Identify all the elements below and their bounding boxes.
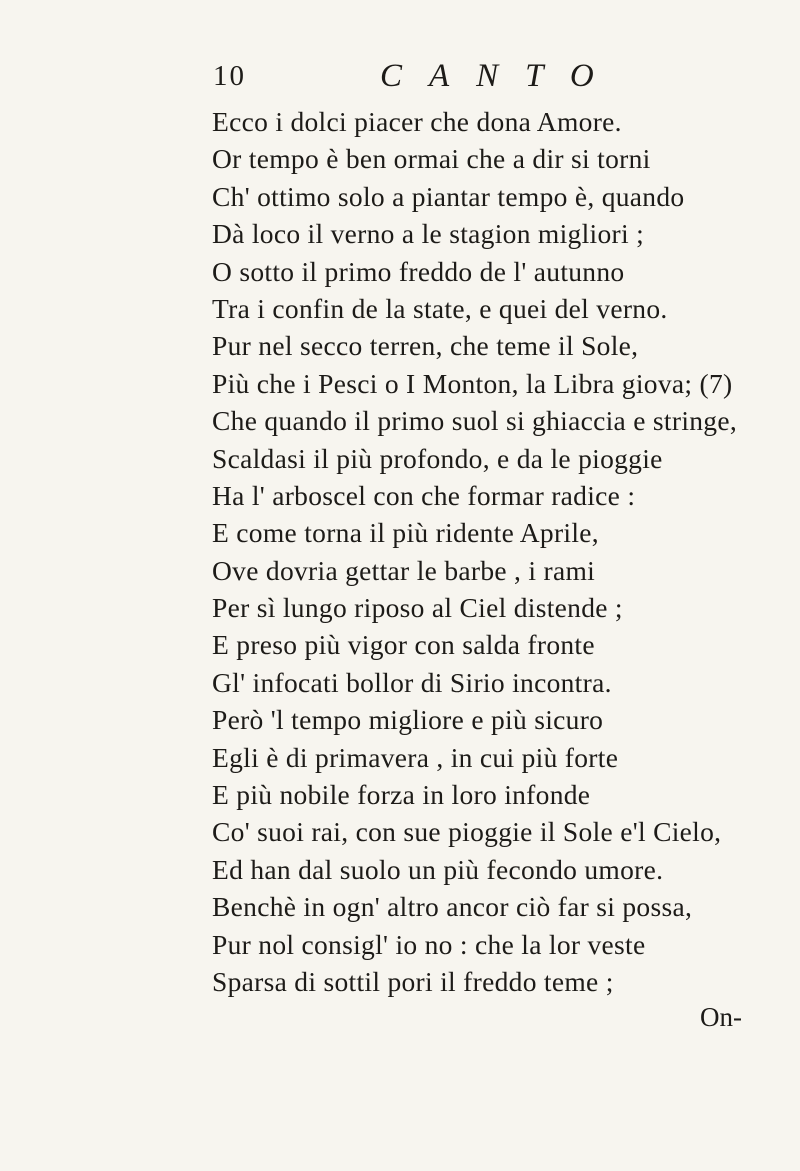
verse-line: Ha l' arboscel con che formar radice : xyxy=(212,479,636,511)
verse-line: Co' suoi rai, con sue pioggie il Sole e'l Cielo, xyxy=(212,816,722,848)
verse-block xyxy=(212,103,772,1000)
page-number: 10 xyxy=(213,60,246,92)
verse-line: O sotto il primo freddo de l' autunno xyxy=(212,255,625,287)
verse-line: Gl' infocati bollor di Sirio incontra. xyxy=(212,666,612,698)
verse-line: E più nobile forza in loro infonde xyxy=(212,779,591,811)
catchword: On- xyxy=(700,1002,742,1032)
verse-line: Sparsa di sottil pori il freddo teme ; xyxy=(212,965,614,997)
verse-line: Scaldasi il più profondo, e da le pioggie xyxy=(212,442,663,474)
verse-line: Benchè in ogn' altro ancor ciò far si possa, xyxy=(212,891,693,923)
verse-line: Però 'l tempo migliore e più sicuro xyxy=(212,704,604,736)
verse-line: Più che i Pesci o I Monton, la Libra giova; (7) xyxy=(212,367,733,399)
running-title: CANTO xyxy=(380,58,621,94)
verse-line: Per sì lungo riposo al Ciel distende ; xyxy=(212,592,623,624)
verse-line: Che quando il primo suol si ghiaccia e stringe, xyxy=(212,405,738,437)
verse-line: Ch' ottimo solo a piantar tempo è, quando xyxy=(212,180,685,212)
verse-line: Ecco i dolci piacer che dona Amore. xyxy=(212,106,622,137)
verse-line: E preso più vigor con salda fronte xyxy=(212,629,595,661)
page-header xyxy=(0,58,800,98)
verse-line: Or tempo è ben ormai che a dir si torni xyxy=(212,143,651,175)
verse-line: Ove dovria gettar le barbe , i rami xyxy=(212,554,596,586)
verse-line: Pur nel secco terren, che teme il Sole, xyxy=(212,330,639,362)
verse-line: Egli è di primavera , in cui più forte xyxy=(212,741,619,773)
verse-line: E come torna il più ridente Aprile, xyxy=(212,517,599,549)
verse-line: Dà loco il verno a le stagion migliori ; xyxy=(212,218,645,250)
verse-line: Tra i confin de la state, e quei del verno. xyxy=(212,292,668,324)
verse-line: Pur nol consigl' io no : che la lor veste xyxy=(212,928,646,960)
verse-line: Ed han dal suolo un più fecondo umore. xyxy=(212,853,664,885)
